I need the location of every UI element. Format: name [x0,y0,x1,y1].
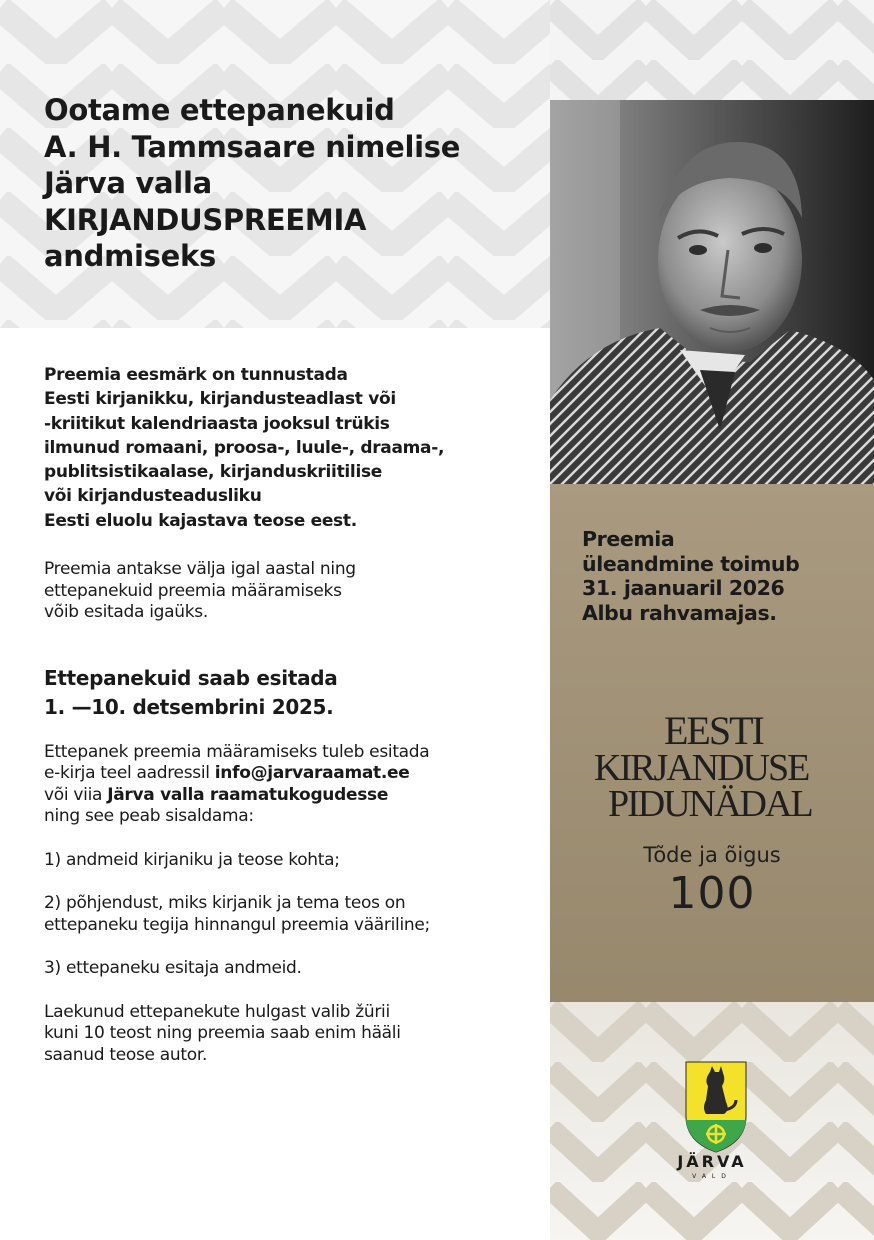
instructions-paragraph [44,742,544,828]
poster-title [44,92,544,275]
annual-paragraph [44,559,544,624]
ceremony-line: 31. jaanuaril 2026 [582,576,785,600]
instructions-line: ning see peab sisaldama: [44,806,254,827]
right-column [550,0,874,1240]
library-name: Järva valla raamatukogudesse [107,784,389,805]
requirement-line: 1) andmeid kirjaniku ja teose kohta; [44,849,340,870]
intro-line: ilmunud romaani, proosa-, luule-, draama-, [44,437,445,458]
logo-row-3: PIDUNÄDAL [608,783,812,825]
intro-line: Preemia eesmärk on tunnustada [44,365,348,385]
deadline-line: 1. —10. detsembrini 2025. [44,695,334,720]
slogan-number: 100 [668,868,756,919]
intro-line: või kirjandusteadusliku [44,486,262,507]
deadline-line: Ettepanekuid saab esitada [44,665,338,690]
ceremony-line: üleandmine toimub [582,551,800,576]
requirement-item-3 [44,958,544,980]
municipality-name: JÄRVA [677,1152,747,1171]
instructions-text: e-kirja teel aadressil [44,763,215,784]
ceremony-line: Preemia [582,527,675,551]
title-line: andmiseks [44,239,216,273]
title-line: A. H. Tammsaare nimelise [44,129,461,164]
email-link[interactable]: info@jarvaraamat.ee [214,763,410,784]
requirement-line: 2) põhjendust, miks kirjanik ja tema teos on [44,893,406,914]
municipality-sub: VALD [692,1173,732,1180]
body-text [44,363,544,1066]
chevron-background-right-top [550,0,874,100]
instructions-line [44,763,544,785]
instructions-line: Ettepanek preemia määramiseks tuleb esitada [44,741,430,762]
slogan: Tõde ja õigus [643,843,781,867]
annual-line: ettepanekuid preemia määramiseks [44,580,342,601]
intro-line: -kriitikut kalendriaasta jooksul trükis [44,413,390,434]
instructions-line [44,785,544,807]
requirement-line: 3) ettepaneku esitaja andmeid. [44,958,302,979]
jury-line: Laekunud ettepanekute hulgast valib žürii [44,1001,390,1022]
lynx-shield-icon [684,1060,748,1154]
annual-line: võib esitada igaüks. [44,602,208,623]
jury-line: saanud teose autor. [44,1044,208,1065]
intro-line: Eesti eluolu kajastava teose eest. [44,510,357,531]
logo-row-1: EESTI [664,708,763,753]
requirement-item-1 [44,850,544,872]
instructions-text: või viia [44,784,108,805]
title-line: KIRJANDUSPREEMIA [44,202,367,237]
author-portrait [550,100,874,484]
intro-paragraph [44,363,544,533]
jury-paragraph [44,1002,544,1067]
logo-row-2: KIRJANDUSE [594,747,809,789]
requirement-item-2 [44,893,544,936]
ceremony-info [582,527,862,625]
title-line: Ootame ettepanekuid [44,93,395,127]
ceremony-line: Albu rahvamajas. [582,600,777,625]
title-line: Järva valla [44,166,212,200]
requirement-line: ettepaneku tegija hinnangul preemia vääriline; [44,914,430,935]
annual-line: Preemia antakse välja igal aastal ning [44,559,356,580]
literature-week-logo [594,708,834,828]
deadline-heading [44,664,544,723]
intro-line: Eesti kirjanikku, kirjandusteadlast või [44,389,396,410]
intro-line: publitsistikaalase, kirjanduskriitilise [44,462,383,483]
jury-line: kuni 10 teost ning preemia saab enim hääli [44,1023,401,1044]
